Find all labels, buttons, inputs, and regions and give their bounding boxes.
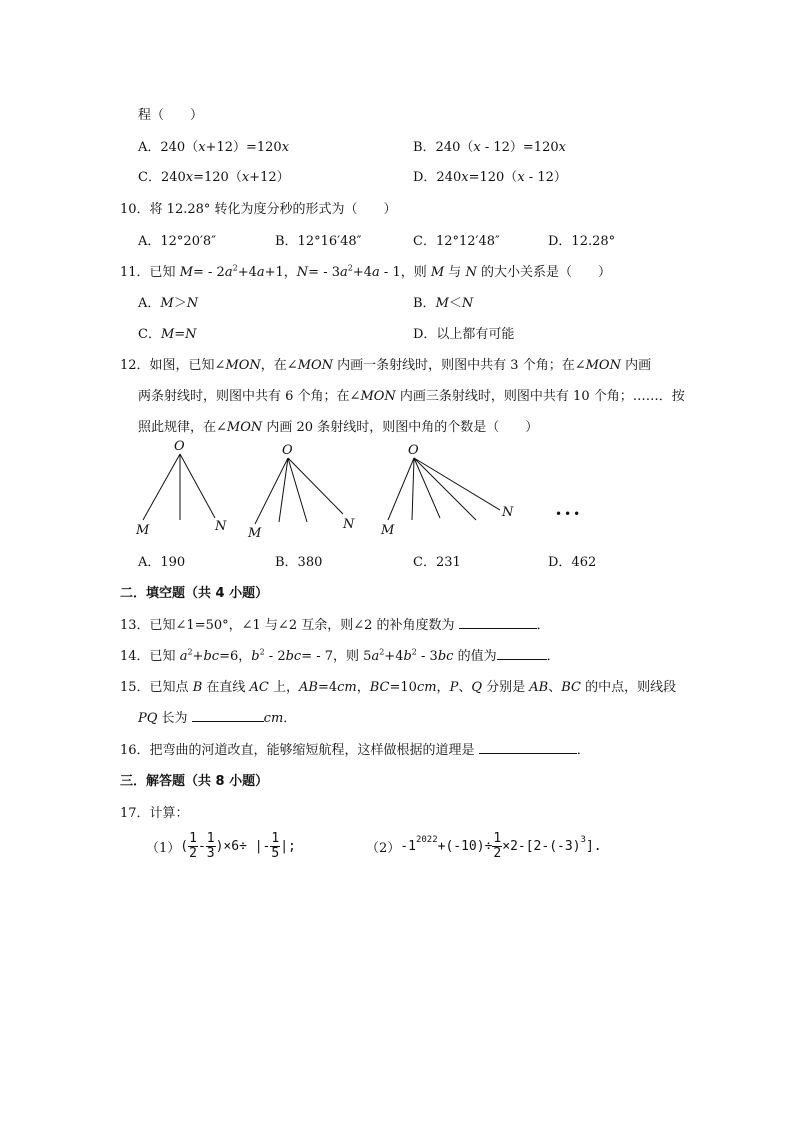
- q14-answer-blank[interactable]: [497, 647, 547, 660]
- q16: 16．把弯曲的河道改直，能够缩短航程，这样做根据的道理是 ．: [120, 743, 590, 758]
- q13: 13．已知∠1=50°，∠1 与∠2 互余，则∠2 的补角度数为 ．: [120, 618, 550, 633]
- q10-option-a[interactable]: A．12°20′8″: [138, 234, 217, 249]
- label-n-3: N: [502, 505, 514, 520]
- q12-option-d[interactable]: D．462: [548, 555, 597, 570]
- label-n-2: N: [343, 517, 355, 532]
- q11-option-a[interactable]: A．M＞N: [138, 296, 199, 311]
- q13-answer-blank[interactable]: [459, 616, 537, 629]
- angle-figure-3: [388, 458, 500, 520]
- label-m-2: M: [248, 526, 262, 541]
- label-m-1: M: [136, 523, 150, 538]
- q11-option-b[interactable]: B．M＜N: [413, 296, 474, 311]
- q17-part1: （1） ( $\frac{1}{2}$ - $\frac{1}{3}$ )×6÷ |- $\frac{1}{5}$ |;: [146, 831, 296, 861]
- q12-option-b[interactable]: B．380: [275, 555, 323, 570]
- q10-option-d[interactable]: D．12.28°: [548, 234, 616, 249]
- q15-line1: 15．已知点 B 在直线 AC 上，AB=4cm，BC=10cm，P、Q 分别是 AB、BC 的中点，则线段: [120, 680, 677, 695]
- fraction-1-5: $\frac{1}{5}$: [271, 831, 280, 861]
- q9-option-d[interactable]: D．240x=120（x - 12）: [413, 170, 567, 185]
- q12-option-c[interactable]: C．231: [413, 555, 461, 570]
- q11-stem: 11．已知 $M= - 2a^2+4a+1$，$N= - 3a^2+4a - 1$，则 M 与 N 的大小关系是（ ）: [120, 263, 611, 280]
- q9-option-a[interactable]: A．240（x+12）=120x: [138, 140, 290, 155]
- label-o-1: O: [174, 439, 185, 454]
- fraction-1-3: $\frac{1}{3}$: [206, 831, 215, 861]
- q17-part2: （2） -1 $^{2022}$ +(-10)÷ $\frac{1}{2}$ ×2-[2-(-3) $^3$ ].: [366, 831, 602, 861]
- q12-stem-line1: 12．如图，已知∠MON，在∠MON 内画一条射线时，则图中共有 3 个角；在∠MON 内画: [120, 358, 652, 373]
- q15-line2: PQ 长为 cm．: [138, 711, 297, 726]
- q10-option-c[interactable]: C．12°12′48″: [413, 234, 500, 249]
- q15-answer-blank[interactable]: [192, 709, 264, 722]
- q17-stem: 17．计算：: [120, 806, 189, 821]
- q14: 14．已知 $a^2+bc=6$，$b^2 - 2bc= - 7$，则 $5a^2+4b^2 - 3bc$ 的值为 ．: [120, 647, 560, 664]
- section-3-heading: 三．解答题（共 8 小题）: [120, 774, 269, 789]
- label-m-3: M: [381, 523, 395, 538]
- q9-option-b[interactable]: B．240（x - 12）=120x: [413, 140, 566, 155]
- q11-option-c[interactable]: C．M=N: [138, 327, 197, 342]
- ellipsis-dots: •••: [555, 507, 583, 521]
- angle-figure-1: [143, 454, 215, 520]
- q12-stem-line3: 照此规律，在∠MON 内画 20 条射线时，则图中角的个数是（ ）: [138, 420, 539, 435]
- q12-stem-line2: 两条射线时，则图中共有 6 个角；在∠MON 内画三条射线时，则图中共有 10 个角；……．按: [138, 389, 685, 404]
- label-o-3: O: [408, 443, 419, 458]
- fraction-1-2: $\frac{1}{2}$: [189, 831, 197, 861]
- angle-figure-2: [255, 458, 343, 524]
- q12-figures: [0, 436, 794, 546]
- q9-option-c[interactable]: C．240x=120（x+12）: [138, 170, 290, 185]
- q10-stem: 10．将 12.28° 转化为度分秒的形式为（ ）: [120, 202, 397, 217]
- fraction-1-2-b: $\frac{1}{2}$: [493, 831, 502, 861]
- q9-continuation: 程（ ）: [138, 108, 204, 123]
- q12-option-a[interactable]: A．190: [138, 555, 186, 570]
- q10-option-b[interactable]: B．12°16′48″: [275, 234, 362, 249]
- section-2-heading: 二．填空题（共 4 小题）: [120, 586, 269, 601]
- q16-answer-blank[interactable]: [479, 741, 577, 754]
- label-o-2: O: [282, 443, 293, 458]
- label-n-1: N: [215, 519, 227, 534]
- q11-option-d[interactable]: D．以上都有可能: [413, 327, 515, 342]
